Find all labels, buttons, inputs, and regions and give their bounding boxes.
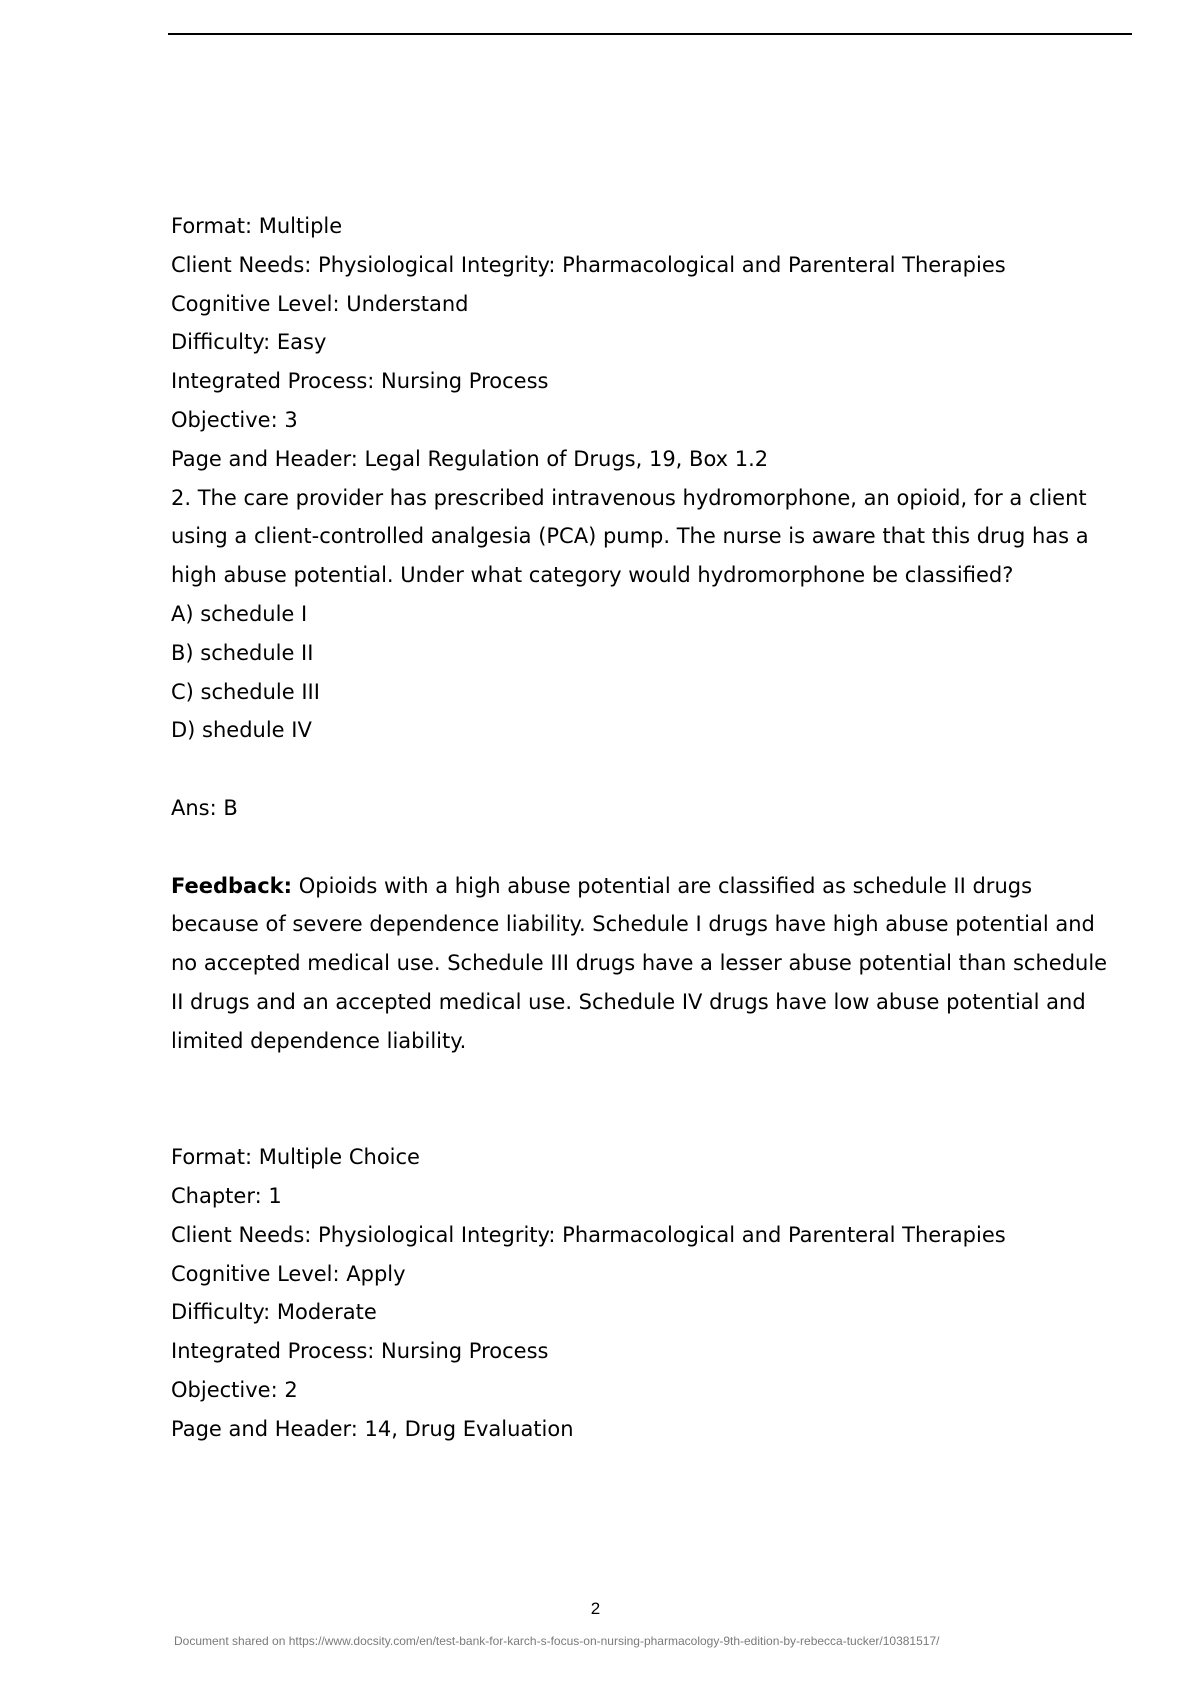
feedback-line: limited dependence liability. [171, 1028, 467, 1053]
page-header-label: Page and Header: 14, Drug Evaluation [171, 1416, 574, 1441]
answer-key: Ans: B [171, 795, 238, 820]
format-label: Format: Multiple [171, 214, 343, 238]
cognitive-level-label: Cognitive Level: Apply [171, 1261, 406, 1286]
page-number: 2 [590, 1599, 601, 1618]
spacer [171, 828, 1131, 867]
cognitive-level-label: Cognitive Level: Understand [171, 291, 469, 316]
difficulty-label: Difficulty: Moderate [171, 1300, 377, 1325]
top-rule [168, 33, 1132, 35]
client-needs-label: Client Needs: Physiological Integrity: Pharmacological and Parenteral Therapies [171, 1222, 1006, 1247]
client-needs-label: Client Needs: Physiological Integrity: Pharmacological and Parenteral Therapies [171, 252, 1006, 277]
answer-option-a: A) schedule I [171, 601, 308, 626]
feedback-text: Opioids with a high abuse potential are classified as schedule II drugs [292, 873, 1033, 898]
feedback-line [171, 867, 1131, 906]
feedback-line: II drugs and an accepted medical use. Schedule IV drugs have low abuse potential and [171, 989, 1086, 1014]
feedback-line: no accepted medical use. Schedule III drugs have a lesser abuse potential than schedule [171, 951, 1108, 976]
integrated-process-label: Integrated Process: Nursing Process [171, 1339, 549, 1364]
feedback-line: because of severe dependence liability. Schedule I drugs have high abuse potential and [171, 912, 1095, 937]
feedback-label: Feedback: [171, 873, 293, 898]
question-text-line: high abuse potential. Under what category would hydromorphone be classified? [171, 563, 1014, 588]
objective-label: Objective: 3 [171, 407, 298, 432]
page-header-label: Page and Header: Legal Regulation of Drugs, 19, Box 1.2 [171, 446, 769, 471]
answer-option-b: B) schedule II [171, 640, 314, 665]
integrated-process-label: Integrated Process: Nursing Process [171, 369, 549, 394]
chapter-label: Chapter: 1 [171, 1183, 282, 1208]
footer-source-link[interactable]: Document shared on https://www.docsity.com/en/test-bank-for-karch-s-focus-on-nursing-pharmacology-9th-edition-by-rebecca-tucker/10381517/ [174, 1634, 940, 1648]
answer-option-d: D) shedule IV [171, 718, 312, 743]
page-content [171, 207, 1131, 1449]
difficulty-label: Difficulty: Easy [171, 330, 327, 355]
objective-label: Objective: 2 [171, 1377, 298, 1402]
question-text-line: 2. The care provider has prescribed intravenous hydromorphone, an opioid, for a client [171, 485, 1087, 510]
question-text-line: using a client-controlled analgesia (PCA) pump. The nurse is aware that this drug has a [171, 524, 1089, 549]
answer-option-c: C) schedule III [171, 679, 320, 704]
spacer [171, 1061, 1131, 1139]
spacer [171, 750, 1131, 789]
format-label: Format: Multiple Choice [171, 1145, 420, 1170]
